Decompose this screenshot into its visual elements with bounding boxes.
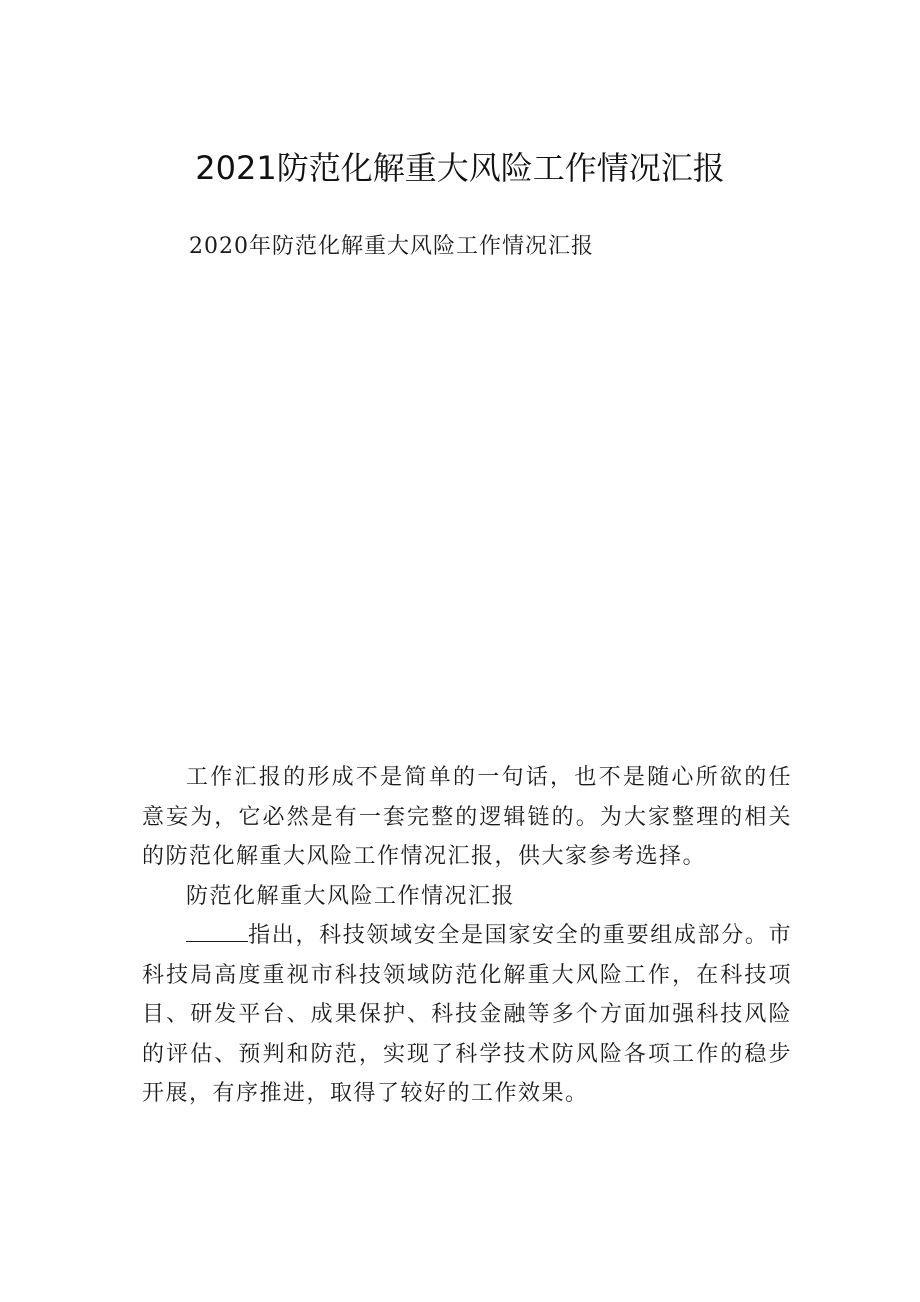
section-heading: 防范化解重大风险工作情况汇报 [186,883,516,909]
document-body [142,758,792,1114]
intro-paragraph: 工作汇报的形成不是简单的一句话，也不是随心所欲的任意妄为，它必然是有一套完整的逻辑链的。为大家整理的相关的防范化解重大风险工作情况汇报，供大家参考选择。 [142,765,792,869]
body-paragraph-text: 指出，科技领域安全是国家安全的重要组成部分。市科技局高度重视市科技领域防范化解重大风险工作，在科技项目、研发平台、成果保护、科技金融等多个方面加强科技风险的评估、预判和防范，实现了科学技术防风险各项工作的稳步开展，有序推进，取得了较好的工作效果。 [142,923,792,1106]
fill-in-blank [186,919,248,942]
document-title: 2021防范化解重大风险工作情况汇报 [195,149,725,187]
body-paragraph [142,916,792,1114]
document-subtitle: 2020年防范化解重大风险工作情况汇报 [189,234,594,259]
